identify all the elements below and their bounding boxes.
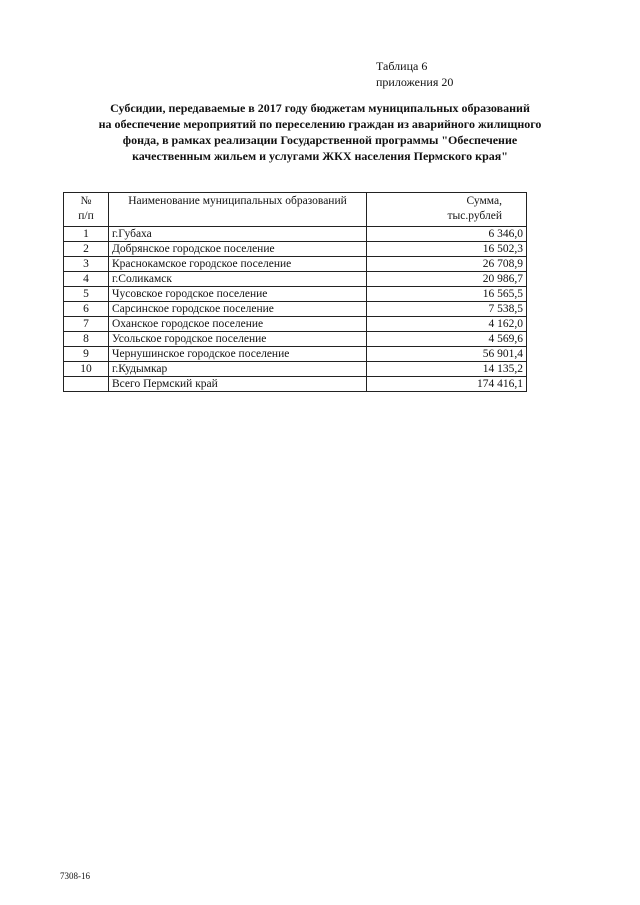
row-sum: 16 565,5 [367,287,527,302]
header-number-label: п/п [78,210,94,222]
table-row [64,347,527,362]
row-name: г.Губаха [109,227,367,242]
table-row [64,257,527,272]
table-row [64,242,527,257]
caption-appendix: приложения 20 [376,75,454,89]
row-name: Усольское городское поселение [109,332,367,347]
subsidy-table [63,192,527,392]
row-name: Сарсинское городское поселение [109,302,367,317]
header-sum-unit: тыс.рублей [447,210,502,222]
header-number [64,193,109,227]
document-code: 7308-16 [60,871,90,881]
table-row [64,302,527,317]
table-body [64,227,527,392]
table-header-row [64,193,527,227]
header-sum-label: Сумма, [466,195,502,207]
row-name: Оханское городское поселение [109,317,367,332]
table-row [64,332,527,347]
total-sum: 174 416,1 [367,377,527,392]
row-number: 7 [64,317,109,332]
row-name: Краснокамское городское поселение [109,257,367,272]
total-number-cell [64,377,109,392]
row-number: 8 [64,332,109,347]
row-sum: 6 346,0 [367,227,527,242]
table-total-row [64,377,527,392]
row-sum: 14 135,2 [367,362,527,377]
document-title [40,100,600,164]
row-number: 6 [64,302,109,317]
table-row [64,317,527,332]
total-label: Всего Пермский край [109,377,367,392]
row-number: 10 [64,362,109,377]
row-number: 1 [64,227,109,242]
title-line-3: фонда, в рамках реализации Государственной программы "Обеспечение [122,133,518,147]
table-row [64,362,527,377]
row-sum: 20 986,7 [367,272,527,287]
row-sum: 56 901,4 [367,347,527,362]
table-caption [376,58,453,90]
title-line-4: качественным жильем и услугами ЖКХ населения Пермского края" [132,149,508,163]
row-name: г.Кудымкар [109,362,367,377]
row-sum: 4 162,0 [367,317,527,332]
header-number-symbol: № [80,195,92,207]
row-number: 9 [64,347,109,362]
row-name: Чусовское городское поселение [109,287,367,302]
row-sum: 26 708,9 [367,257,527,272]
table-row [64,287,527,302]
row-number: 5 [64,287,109,302]
row-number: 2 [64,242,109,257]
row-number: 4 [64,272,109,287]
title-line-2: на обеспечение мероприятий по переселению граждан из аварийного жилищного [98,117,542,131]
table-row [64,272,527,287]
row-name: Чернушинское городское поселение [109,347,367,362]
header-name: Наименование муниципальных образований [109,193,367,227]
row-sum: 4 569,6 [367,332,527,347]
header-sum [367,193,527,227]
row-name: г.Соликамск [109,272,367,287]
row-name: Добрянское городское поселение [109,242,367,257]
row-sum: 16 502,3 [367,242,527,257]
title-line-1: Субсидии, передаваемые в 2017 году бюджетам муниципальных образований [110,101,530,115]
caption-table-number: Таблица 6 [376,59,428,73]
row-sum: 7 538,5 [367,302,527,317]
row-number: 3 [64,257,109,272]
table-row [64,227,527,242]
